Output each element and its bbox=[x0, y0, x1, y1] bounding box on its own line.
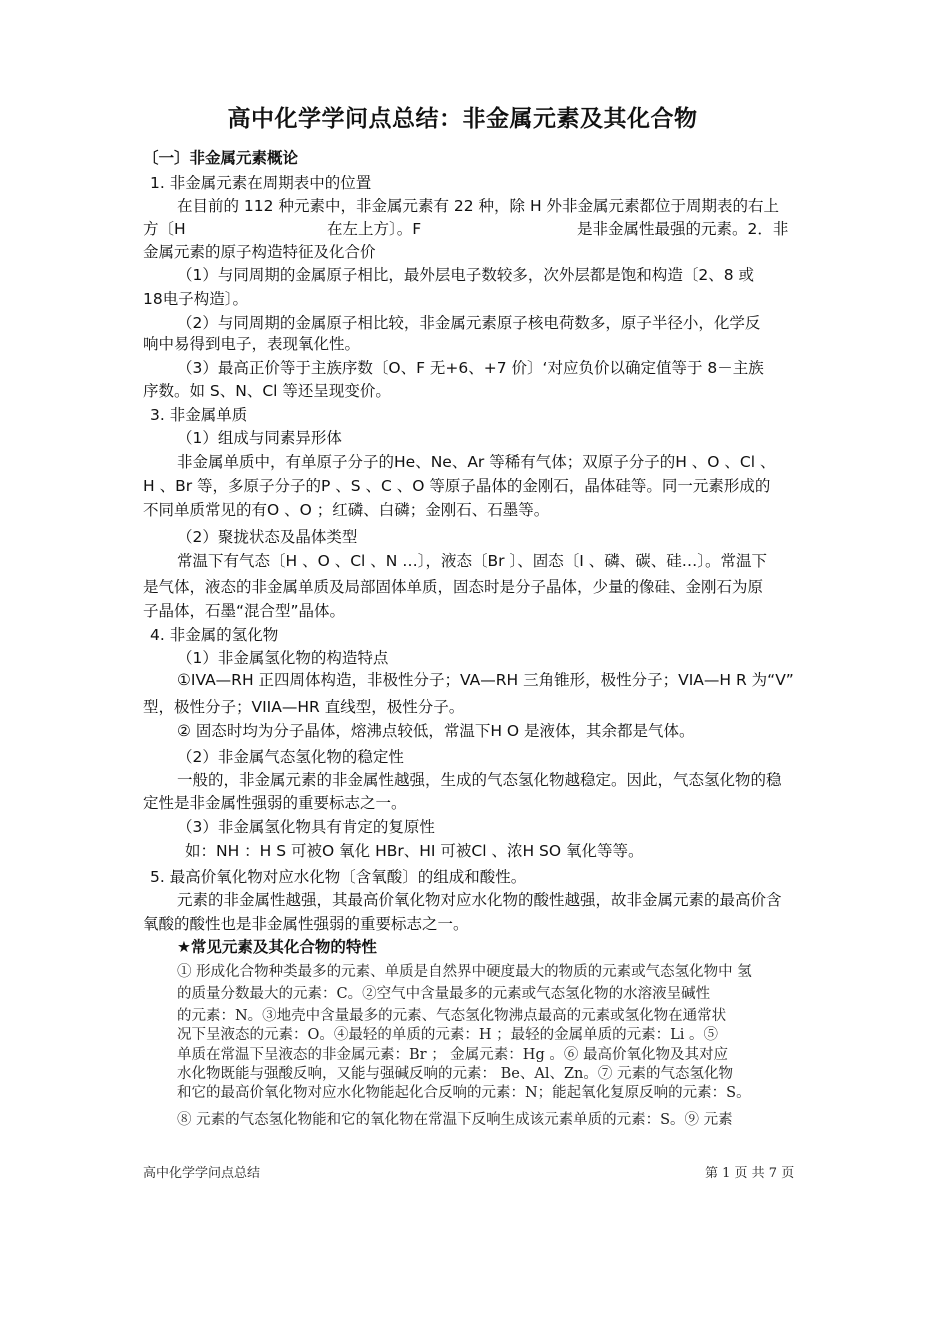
paragraph-line: 18电子构造〕。 bbox=[143, 290, 248, 308]
star-line: 的元素：N。③地壳中含量最多的元素、气态氢化物沸点最高的元素或氢化物在通常状 bbox=[177, 1008, 727, 1024]
paragraph-line: 在左上方〕。F bbox=[327, 220, 422, 238]
paragraph-line: 在目前的 112 种元素中，非金属元素有 22 种，除 H 外非金属元素都位于周期表的右上 bbox=[177, 197, 780, 215]
footer-left: 高中化学学问点总结 bbox=[143, 1166, 261, 1181]
paragraph-line: 定性是非金属性强弱的重要标志之一。 bbox=[143, 794, 407, 812]
star-line: 单质在常温下呈液态的非金属元素：Br ； 金属元素：Hg 。⑥ 最高价氧化物及其对应 bbox=[177, 1047, 728, 1063]
paragraph-line: （1）与同周期的金属原子相比，最外层电子数较多，次外层都是饱和构造〔2、8 或 bbox=[177, 266, 755, 284]
paragraph-line: 一般的，非金属元素的非金属性越强，生成的气态氢化物越稳定。因此，气态氢化物的稳 bbox=[177, 771, 782, 789]
paragraph-line: 响中易得到电子，表现氧化性。 bbox=[143, 335, 361, 353]
star-line: 水化物既能与强酸反响，又能与强碱反响的元素： Be、Al、Zn。⑦ 元素的气态氢化物 bbox=[177, 1066, 733, 1082]
paragraph-line: （2）非金属气态氢化物的稳定性 bbox=[177, 748, 404, 766]
section-heading: 〔一〕非金属元素概论 bbox=[143, 149, 299, 167]
paragraph-line: 不同单质常见的有O 、O ；红磷、白磷；金刚石、石墨等。 bbox=[143, 501, 550, 519]
paragraph-line: 方〔H bbox=[143, 220, 186, 238]
paragraph-line: （3）非金属氢化物具有肯定的复原性 bbox=[177, 818, 435, 836]
paragraph-line: 是气体，液态的非金属单质及局部固体单质，固态时是分子晶体，少量的像硅、金刚石为原 bbox=[143, 578, 764, 596]
star-heading: ★常见元素及其化合物的特性 bbox=[177, 938, 377, 956]
paragraph-line: 氧酸的酸性也是非金属性强弱的重要标志之一。 bbox=[143, 915, 469, 933]
paragraph-line: 是非金属性最强的元素。2．非 bbox=[577, 220, 789, 238]
paragraph-line: （1）组成与同素异形体 bbox=[177, 429, 342, 447]
paragraph-line: 子晶体，石墨“混合型”晶体。 bbox=[143, 602, 346, 620]
paragraph-line: （3）最高正价等于主族序数〔O、F 无+6、+7 价〕‘对应负价以确定值等于 8－主族 bbox=[177, 359, 764, 377]
item-heading: 1. 非金属元素在周期表中的位置 bbox=[150, 174, 372, 192]
paragraph-line: ② 固态时均为分子晶体，熔沸点较低，常温下H O 是液体，其余都是气体。 bbox=[177, 722, 695, 740]
paragraph-line: （1）非金属氢化物的构造特点 bbox=[177, 649, 389, 667]
footer-page-number: 第 1 页 共 7 页 bbox=[705, 1166, 795, 1181]
paragraph-line: H 、Br 等，多原子分子的P 、S 、C 、O 等原子晶体的金刚石，晶体硅等。同一元素形成的 bbox=[143, 477, 771, 495]
document-title: 高中化学学问点总结：非金属元素及其化合物 bbox=[227, 106, 698, 132]
star-line: 况下呈液态的元素：O。④最轻的单质的元素：H ；最轻的金属单质的元素：Li 。⑤ bbox=[177, 1027, 719, 1043]
star-line: 和它的最高价氧化物对应水化物能起化合反响的元素：N；能起氧化复原反响的元素：S。 bbox=[177, 1085, 751, 1101]
star-line: ⑧ 元素的气态氢化物能和它的氧化物在常温下反响生成该元素单质的元素：S。⑨ 元素 bbox=[177, 1112, 733, 1128]
star-line: 的质量分数最大的元素：C。②空气中含量最多的元素或气态氢化物的水溶液呈碱性 bbox=[177, 986, 711, 1002]
item-heading: 5. 最高价氧化物对应水化物〔含氧酸〕的组成和酸性。 bbox=[150, 868, 527, 886]
paragraph-line: 金属元素的原子构造特征及化合价 bbox=[143, 243, 376, 261]
paragraph-line: ①IVA—RH 正四周体构造，非极性分子；VA—RH 三角锥形，极性分子；VIA—H R 为“V” bbox=[177, 671, 794, 689]
star-line: ① 形成化合物种类最多的元素、单质是自然界中硬度最大的物质的元素或气态氢化物中 氢 bbox=[177, 964, 752, 980]
paragraph-line: 非金属单质中，有单原子分子的He、Ne、Ar 等稀有气体；双原子分子的H 、O 、Cl 、 bbox=[177, 453, 776, 471]
item-heading: 3. 非金属单质 bbox=[150, 406, 248, 424]
paragraph-line: 序数。如 S、N、Cl 等还呈现变价。 bbox=[143, 382, 391, 400]
paragraph-line: 如：NH ：H S 可被O 氧化 HBr、HI 可被Cl 、浓H SO 氧化等等。 bbox=[185, 842, 644, 860]
paragraph-line: 元素的非金属性越强，其最高价氧化物对应水化物的酸性越强，故非金属元素的最高价含 bbox=[177, 891, 782, 909]
item-heading: 4. 非金属的氢化物 bbox=[150, 626, 279, 644]
paragraph-line: 型，极性分子；VIIA—HR 直线型，极性分子。 bbox=[143, 698, 465, 716]
paragraph-line: （2）与同周期的金属原子相比较，非金属元素原子核电荷数多，原子半径小，化学反 bbox=[177, 314, 761, 332]
paragraph-line: 常温下有气态〔H 、O 、Cl 、N …〕，液态〔Br 〕、固态〔I 、磷、碳、硅…〕。常温下 bbox=[177, 552, 767, 570]
paragraph-line: （2）聚拢状态及晶体类型 bbox=[177, 528, 358, 546]
